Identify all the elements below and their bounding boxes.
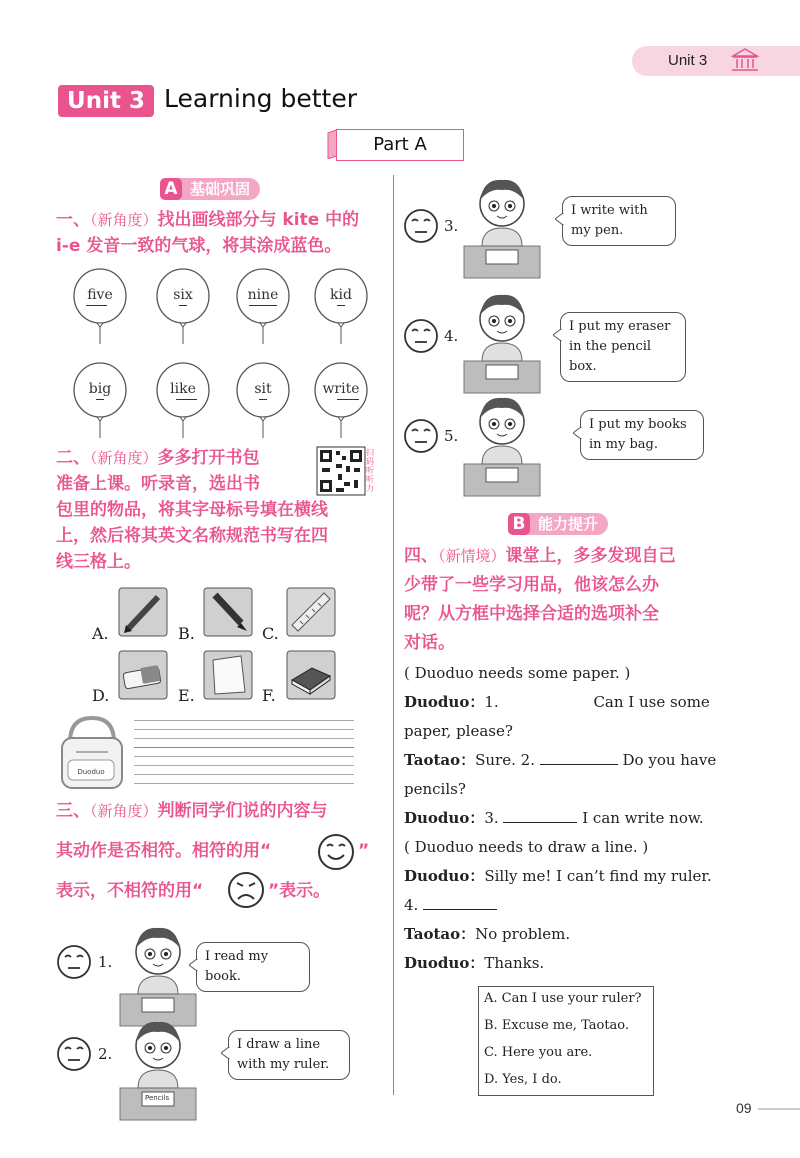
speech-bubble-tail	[555, 210, 564, 229]
writing-line	[134, 720, 354, 721]
q4-line1: 课堂上，多多发现自己	[505, 546, 676, 566]
q3-tag: （新角度）	[90, 802, 158, 820]
q1-text2: i-e 发音一致的气球，将其涂成蓝色。	[56, 236, 342, 256]
qr-label: 扫码听听力	[366, 448, 374, 493]
balloon-write[interactable]	[311, 362, 371, 444]
balloon-nine[interactable]	[233, 268, 293, 350]
q2-line4: 上，然后将其英文名称规范书写在四	[56, 526, 328, 546]
dialog-text: Silly me! I can’t find my ruler.	[484, 867, 712, 885]
eraser-image	[118, 650, 168, 700]
balloon-word: write	[322, 381, 360, 397]
balloon-underline	[337, 305, 344, 306]
dialog-text: I can write now.	[582, 809, 704, 827]
q2-line1: 多多打开书包	[157, 448, 260, 468]
dialog-text: Thanks.	[484, 954, 545, 972]
speaker: Duoduo	[404, 867, 470, 885]
q3-line1-wrap	[56, 798, 396, 824]
page-number: 09	[736, 1100, 752, 1116]
dialog-text: Can I use some	[593, 693, 710, 711]
box-option-c: C. Here you are.	[484, 1045, 593, 1060]
balloon-underline	[259, 399, 266, 400]
answer-face-icon[interactable]	[56, 944, 92, 984]
q1-tag: （新角度）	[90, 211, 158, 229]
writing-line	[134, 738, 354, 739]
student-illustration	[462, 285, 542, 399]
smiley-face-icon	[316, 832, 356, 872]
balloon-like[interactable]	[153, 362, 213, 444]
q3-line3-a: 表示，不相符的用“	[56, 881, 204, 901]
writing-line	[134, 756, 354, 757]
unit-badge: Unit 3	[58, 85, 154, 117]
school-bag-image	[56, 712, 128, 792]
q4-dialog-2b: pencils?	[404, 780, 466, 798]
speech-bubble: I read my book.	[196, 942, 310, 992]
balloon-icon	[311, 268, 371, 346]
writing-line	[134, 783, 354, 784]
part-title: Part A	[336, 129, 464, 161]
book-image	[286, 650, 336, 700]
balloon-five[interactable]	[70, 268, 130, 350]
q3-line2-a: 其动作是否相符。相符的用“	[56, 841, 272, 861]
q3-line3-b: ”表示。	[268, 881, 331, 901]
writing-line	[134, 774, 354, 775]
q4-line2: 少带了一些学习用品，他该怎么办	[404, 575, 659, 595]
balloon-underline	[176, 399, 198, 400]
speech-bubble: I draw a line with my ruler.	[228, 1030, 350, 1080]
pen-image	[203, 587, 253, 637]
column-divider	[393, 175, 394, 1095]
speech-bubble-tail	[189, 956, 198, 975]
option-c-label: C.	[262, 624, 279, 643]
box-option-d: D. Yes, I do.	[484, 1072, 562, 1087]
speaker: Duoduo	[404, 693, 470, 711]
blank-2[interactable]	[540, 750, 618, 765]
ruler-image	[286, 587, 336, 637]
blank-3[interactable]	[503, 808, 577, 823]
q4-dialog-1: Duoduo：1. Can I use some	[404, 693, 710, 711]
book-label: Pencils	[145, 1094, 170, 1102]
q4-dialog-4: Duoduo：Silly me! I can’t find my ruler.	[404, 867, 712, 885]
q2-num: 二、	[56, 448, 90, 468]
q4-dialog-6: Duoduo：Thanks.	[404, 954, 545, 972]
q4-line4: 对话。	[404, 633, 455, 653]
student-illustration	[462, 388, 542, 502]
unit-title: Learning better	[164, 84, 357, 113]
item-number: 4.	[444, 327, 459, 345]
speaker: Taotao	[404, 925, 461, 943]
speech-bubble-tail	[573, 424, 582, 443]
page-number-line	[758, 1108, 800, 1110]
balloon-icon	[70, 268, 130, 346]
balloon-underline	[337, 399, 359, 400]
q4-num: 四、	[404, 546, 438, 566]
balloon-icon	[233, 268, 293, 346]
balloon-word: six	[173, 287, 193, 303]
speaker: Duoduo	[404, 954, 470, 972]
option-f-label: F.	[262, 686, 276, 705]
section-a-label: 基础巩固	[190, 180, 251, 198]
balloon-underline	[96, 399, 103, 400]
q2-line3: 包里的物品，将其字母标号填在横线	[56, 500, 328, 520]
writing-line	[134, 747, 354, 748]
balloon-word: sit	[254, 381, 272, 397]
dialog-text: 1.	[484, 693, 504, 711]
balloon-word: nine	[247, 287, 279, 303]
option-a-label: A.	[92, 624, 109, 643]
balloon-icon	[153, 362, 213, 440]
section-b-letter: B	[508, 513, 530, 535]
option-e-label: E.	[178, 686, 195, 705]
dialog-text: 4.	[404, 896, 424, 914]
q1-instruction	[56, 207, 386, 259]
q4-dialog-4b	[404, 895, 497, 915]
balloon-word: like	[170, 381, 196, 397]
q2-tag: （新角度）	[90, 449, 158, 467]
balloon-six[interactable]	[153, 268, 213, 350]
speaker: Duoduo	[404, 809, 470, 827]
student-illustration	[118, 1012, 198, 1126]
box-option-a: A. Can I use your ruler?	[484, 991, 642, 1006]
balloon-underline	[86, 305, 108, 306]
balloon-big[interactable]	[70, 362, 130, 444]
item-number: 2.	[98, 1045, 113, 1063]
q4-instruction	[404, 542, 744, 658]
dialog-text: Sure. 2.	[475, 751, 540, 769]
bag-label: Duoduo	[77, 768, 105, 776]
balloon-icon	[153, 268, 213, 346]
q3-line2-b: ”	[358, 841, 370, 861]
q4-dialog-3: Duoduo：3. I can write now.	[404, 809, 704, 827]
balloon-word: five	[87, 287, 113, 303]
blank-4[interactable]	[423, 895, 497, 910]
speech-bubble: I put my books in my bag.	[580, 410, 704, 460]
writing-line	[134, 729, 354, 730]
q2-line2: 准备上课。听录音，选出书	[56, 474, 260, 494]
answer-face-icon[interactable]	[403, 318, 439, 358]
answer-face-icon[interactable]	[56, 1036, 92, 1076]
section-b-label: 能力提升	[538, 515, 599, 533]
balloon-icon	[70, 362, 130, 440]
q4-dialog-2: Taotao：Sure. 2. Do you have	[404, 751, 717, 769]
pencil-image	[118, 587, 168, 637]
item-number: 3.	[444, 217, 459, 235]
paper-image	[203, 650, 253, 700]
balloon-underline	[249, 305, 278, 306]
q2-line5: 线三格上。	[56, 552, 141, 572]
q1-text1: 找出画线部分与 kite 中的	[157, 210, 360, 230]
item-number: 1.	[98, 953, 113, 971]
q3-line1: 判断同学们说的内容与	[157, 801, 328, 821]
speech-bubble: I write with my pen.	[562, 196, 676, 246]
dialog-text: 3.	[484, 809, 504, 827]
balloon-word: kid	[330, 287, 352, 303]
answer-face-icon[interactable]	[403, 208, 439, 248]
q4-stage1: ( Duoduo needs some paper. )	[404, 664, 631, 682]
speech-bubble-tail	[221, 1044, 230, 1063]
q4-stage2: ( Duoduo needs to draw a line. )	[404, 838, 649, 856]
balloon-sit[interactable]	[233, 362, 293, 444]
dialog-text: No problem.	[475, 925, 571, 943]
balloon-word: big	[88, 381, 112, 397]
q1-num: 一、	[56, 210, 90, 230]
speaker: Taotao	[404, 751, 461, 769]
section-a-letter: A	[160, 178, 182, 200]
temple-icon	[730, 47, 760, 73]
q3-num: 三、	[56, 801, 90, 821]
speech-bubble-tail	[553, 326, 562, 345]
unit-tab-label: Unit 3	[668, 52, 708, 69]
balloon-icon	[311, 362, 371, 440]
option-d-label: D.	[92, 686, 110, 705]
writing-line	[134, 765, 354, 766]
q4-dialog-1b: paper, please?	[404, 722, 513, 740]
sad-face-icon	[226, 870, 266, 910]
qr-code-icon[interactable]	[316, 446, 366, 498]
unit-tab	[632, 46, 800, 76]
box-option-b: B. Excuse me, Taotao.	[484, 1018, 630, 1033]
item-number: 5.	[444, 427, 459, 445]
q4-tag: （新情境）	[438, 547, 506, 565]
option-b-label: B.	[178, 624, 195, 643]
answer-face-icon[interactable]	[403, 418, 439, 458]
dialog-text: Do you have	[622, 751, 717, 769]
q4-line3: 呢？从方框中选择合适的选项补全	[404, 604, 659, 624]
speech-bubble: I put my eraser in the pencil box.	[560, 312, 686, 382]
q4-dialog-5: Taotao：No problem.	[404, 925, 571, 943]
student-illustration	[462, 170, 542, 284]
balloon-kid[interactable]	[311, 268, 371, 350]
balloon-icon	[233, 362, 293, 440]
balloon-underline	[179, 305, 186, 306]
